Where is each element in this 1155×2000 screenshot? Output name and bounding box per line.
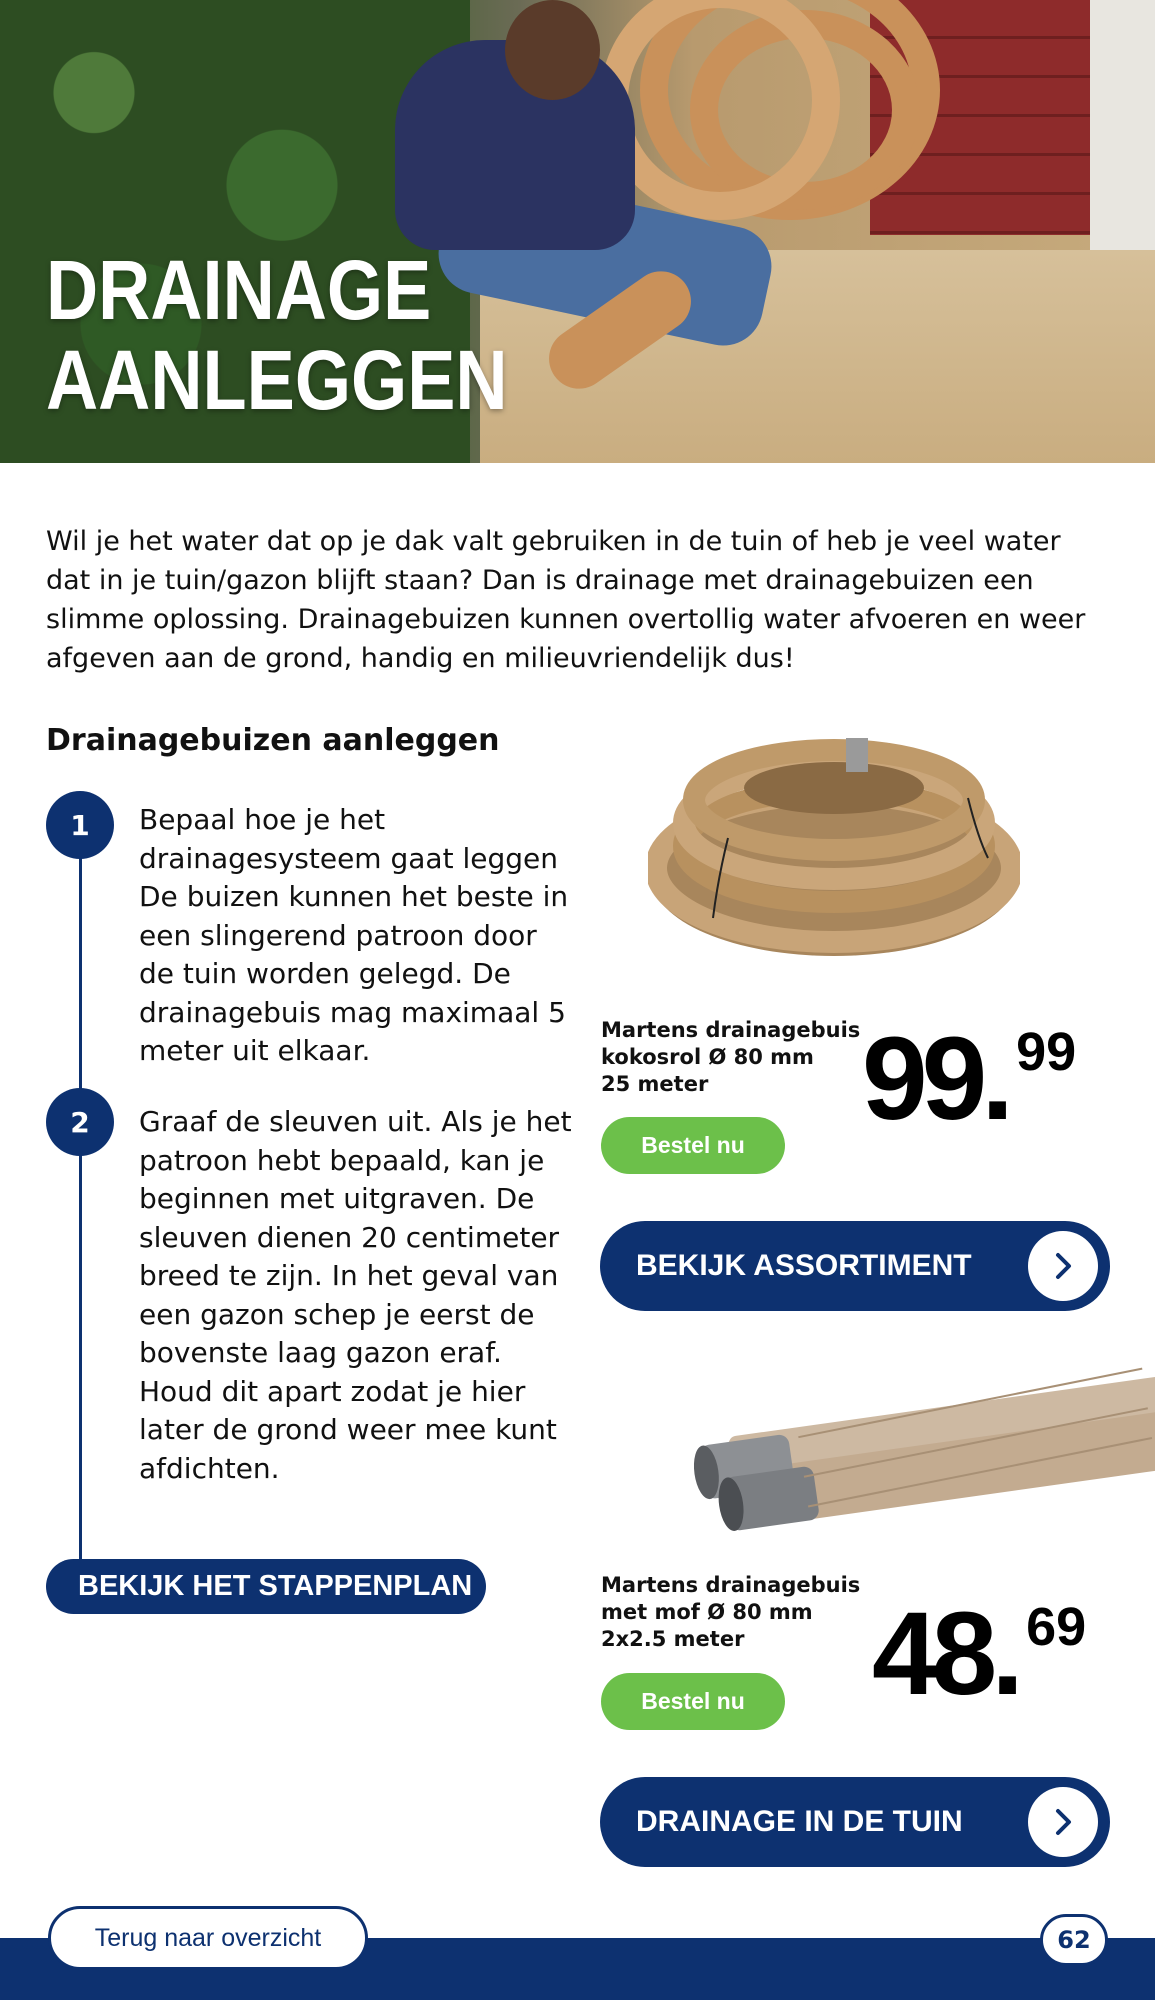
price-cents: 99	[1016, 1022, 1077, 1082]
product-price-2	[872, 1588, 1087, 1720]
order-button-2[interactable]: Bestel nu	[601, 1673, 785, 1730]
chevron-right-icon	[1028, 1787, 1098, 1857]
price-dot: .	[991, 1588, 1025, 1720]
assortiment-button[interactable]	[600, 1221, 1110, 1311]
step-number-1: 1	[46, 791, 114, 859]
product-name-2	[601, 1572, 860, 1653]
pipe-image	[690, 1340, 1155, 1540]
hero-title	[46, 245, 508, 425]
assortiment-label: BEKIJK ASSORTIMENT	[636, 1249, 972, 1282]
step-number-2: 2	[46, 1088, 114, 1156]
hero-image	[0, 0, 1155, 463]
drainage-in-de-tuin-button[interactable]	[600, 1777, 1110, 1867]
product-name-2-line3: 2x2.5 meter	[601, 1627, 745, 1651]
product-name-1-line2: kokosrol Ø 80 mm	[601, 1045, 814, 1069]
product-price-1	[862, 1013, 1077, 1145]
price-main: 48	[872, 1588, 992, 1720]
stappenplan-button[interactable]: BEKIJK HET STAPPENPLAN	[46, 1559, 486, 1614]
price-main: 99	[862, 1013, 982, 1145]
section-title: Drainagebuizen aanleggen	[46, 723, 500, 758]
price-dot: .	[981, 1013, 1015, 1145]
page-number: 62	[1040, 1914, 1108, 1966]
intro-text: Wil je het water dat op je dak valt gebruiken in de tuin of heb je veel water dat in je tuin/gazon blijft staan? Dan is drainage met drainagebuizen een slimme oplossing. Drainagebuizen kunnen overtollig water afvoeren en weer afgeven aan de grond, handig en milieuvriendelijk dus!	[46, 526, 1086, 674]
chevron-right-icon	[1028, 1231, 1098, 1301]
white-door-frame	[1090, 0, 1155, 260]
product-name-2-line2: met mof Ø 80 mm	[601, 1600, 813, 1624]
product-name-1	[601, 1017, 860, 1098]
person-head	[505, 0, 600, 100]
price-cents: 69	[1026, 1597, 1087, 1657]
step-text-1: Bepaal hoe je het drainagesysteem gaat leggen De buizen kunnen het beste in een slingerend patroon door de tuin worden gelegd. De drainagebuis mag maximaal 5 meter uit elkaar.	[139, 803, 569, 1067]
coco-roll-image	[648, 728, 1020, 958]
hero-title-line2: AANLEGGEN	[46, 333, 508, 427]
product-name-1-line1: Martens drainagebuis	[601, 1018, 861, 1042]
drainage-label: DRAINAGE IN DE TUIN	[636, 1805, 963, 1838]
order-button-1[interactable]: Bestel nu	[601, 1117, 785, 1174]
timeline-line	[79, 820, 82, 1560]
hero-title-line1: DRAINAGE	[46, 243, 432, 337]
step-text-2: Graaf de sleuven uit. Als je het patroon hebt bepaald, kan je beginnen met uitgraven. De sleuven dienen 20 centimeter breed te zijn. In het geval van een gazon schep je eerst de bovenste laag gazon eraf. Houd dit apart zodat je hier later de grond weer mee kunt afdichten.	[139, 1105, 572, 1485]
product-name-2-line1: Martens drainagebuis	[601, 1573, 861, 1597]
product-name-1-line3: 25 meter	[601, 1072, 709, 1096]
back-to-overview-button[interactable]: Terug naar overzicht	[48, 1906, 368, 1970]
